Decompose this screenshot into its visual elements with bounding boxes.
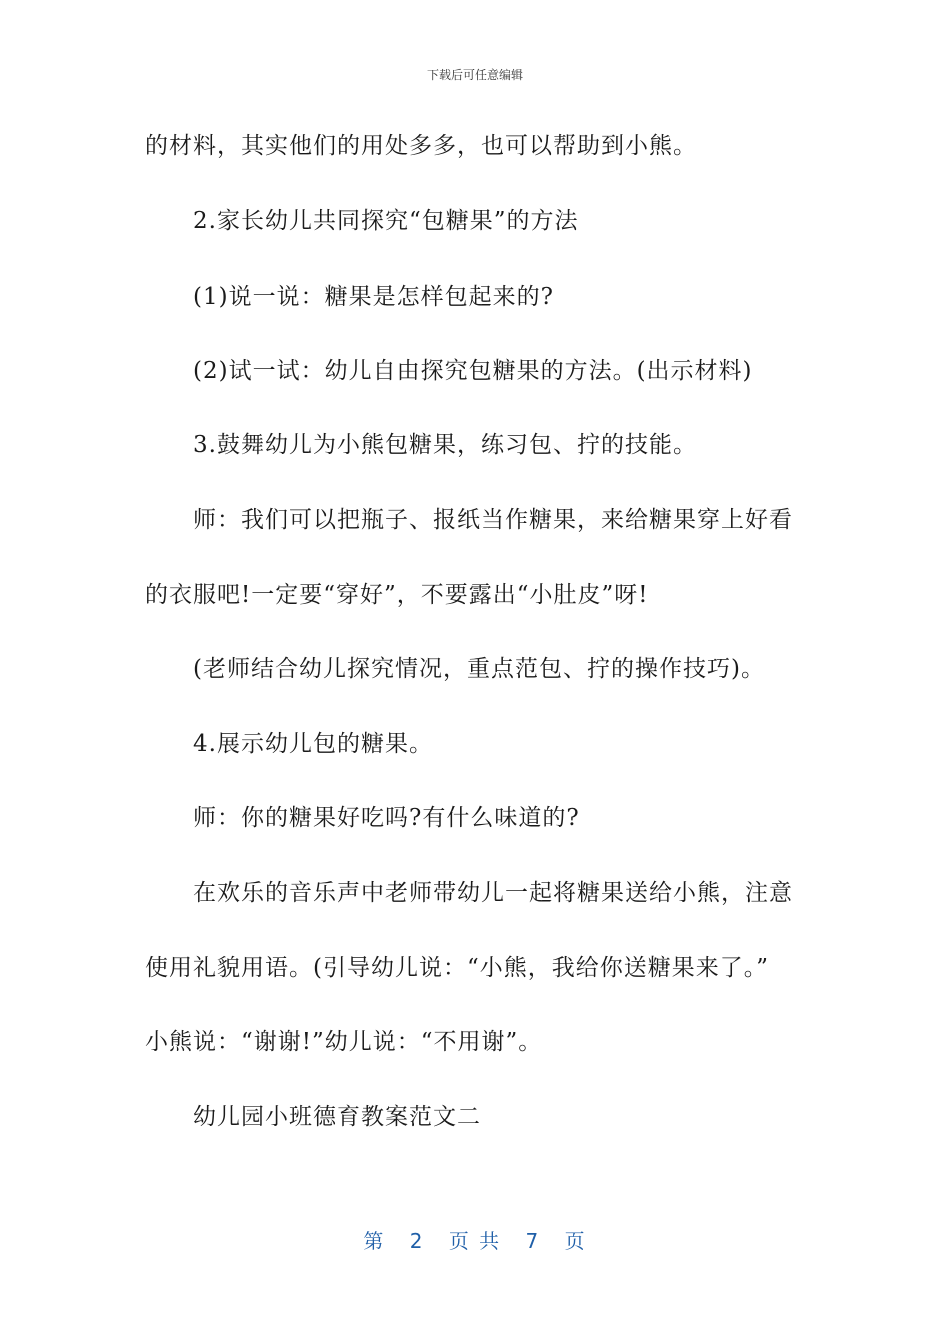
paragraph-line: (老师结合幼儿探究情况，重点范包、拧的操作技巧)。	[193, 656, 765, 682]
footer-label-page: 第	[363, 1229, 386, 1253]
paragraph-line: (2)试一试：幼儿自由探究包糖果的方法。(出示材料)	[193, 358, 753, 384]
footer-label-pages: 页	[564, 1229, 587, 1253]
paragraph-line: 师：我们可以把瓶子、报纸当作糖果，来给糖果穿上好看	[193, 507, 793, 533]
header-note: 下载后可任意编辑	[426, 68, 523, 82]
paragraph-line: 4.展示幼儿包的糖果。	[193, 731, 433, 757]
paragraph-line: 的材料，其实他们的用处多多，也可以帮助到小熊。	[145, 133, 697, 159]
paragraph-line: 小熊说：“谢谢!”幼儿说：“不用谢”。	[145, 1029, 543, 1055]
paragraph-line: 在欢乐的音乐声中老师带幼儿一起将糖果送给小熊，注意	[193, 880, 793, 906]
paragraph-line: 师：你的糖果好吃吗?有什么味道的?	[193, 805, 580, 831]
footer-total-pages: 7	[525, 1229, 541, 1253]
section-heading: 幼儿园小班德育教案范文二	[193, 1104, 481, 1130]
paragraph-line: (1)说一说：糖果是怎样包起来的?	[193, 284, 554, 310]
paragraph-line: 3.鼓舞幼儿为小熊包糖果，练习包、拧的技能。	[193, 432, 697, 458]
footer-label-of: 页 共	[448, 1229, 502, 1253]
paragraph-line: 的衣服吧!一定要“穿好”，不要露出“小肚皮”呀!	[145, 582, 649, 608]
page-footer	[0, 1225, 950, 1254]
footer-page-number: 2	[409, 1229, 425, 1253]
paragraph-line: 使用礼貌用语。(引导幼儿说：“小熊，我给你送糖果来了。”	[145, 955, 769, 981]
paragraph-line: 2.家长幼儿共同探究“包糖果”的方法	[193, 208, 579, 234]
